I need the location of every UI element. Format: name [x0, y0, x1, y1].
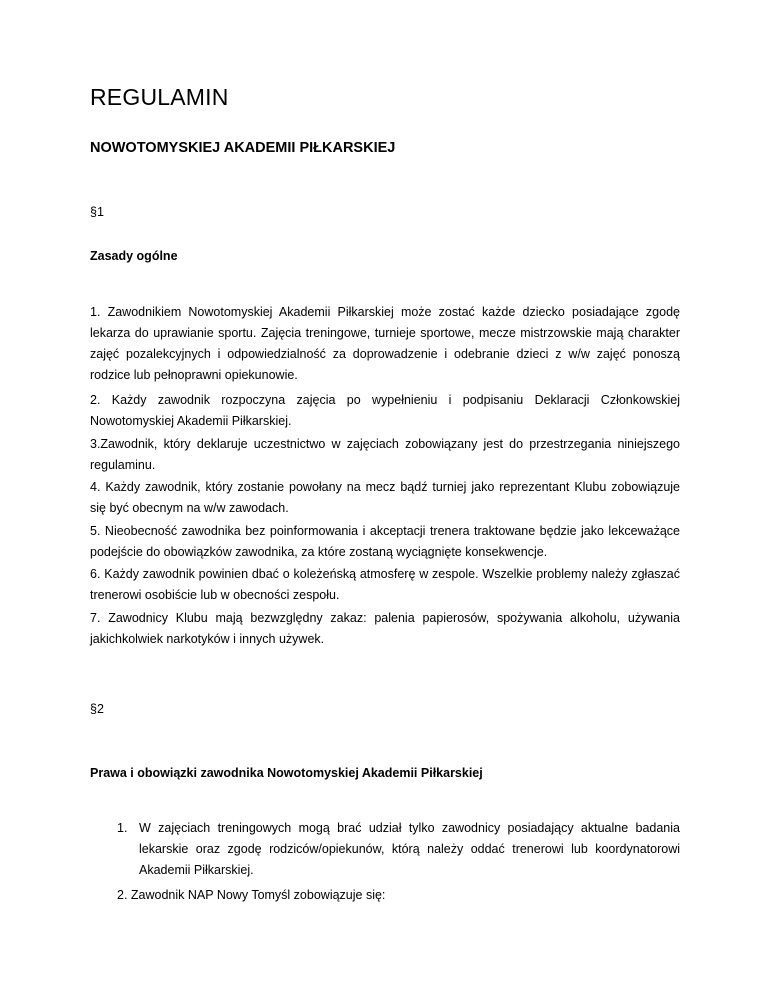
document-title: REGULAMIN: [90, 84, 229, 110]
list-item-text: W zajęciach treningowych mogą brać udział tylko zawodnicy posiadający aktualne badania lekarskie oraz zgodę rodziców/opiekunów, którą należy oddać trenerowi lub koordynatorowi Akademii Piłkarskiej.: [139, 821, 680, 877]
section-1-paragraph-5: 5. Nieobecność zawodnika bez poinformowania i akceptacji trenera traktowane będzie jako lekceważące podejście do obowiązków zawodnika, za które zostaną wyciągnięte konsekwencje.: [90, 524, 680, 559]
section-1-paragraph-3: 3.Zawodnik, który deklaruje uczestnictwo w zajęciach zobowiązany jest do przestrzegania niniejszego regulaminu.: [90, 437, 680, 472]
section-1-mark: §1: [90, 205, 104, 219]
section-1-paragraph-4: 4. Każdy zawodnik, który zostanie powołany na mecz bądź turniej jako reprezentant Klubu zobowiązuje się być obecnym na w/w zawodach.: [90, 480, 680, 515]
section-2-list-item-1: [117, 818, 680, 881]
section-1-paragraph-6: 6. Każdy zawodnik powinien dbać o koleżeńską atmosferę w zespole. Wszelkie problemy należy zgłaszać trenerowi osobiście lub w obecności zespołu.: [90, 567, 680, 602]
section-2-heading: Prawa i obowiązki zawodnika Nowotomyskiej Akademii Piłkarskiej: [90, 766, 483, 780]
list-item-number: 1.: [117, 821, 128, 835]
section-1-paragraph-7: 7. Zawodnicy Klubu mają bezwzględny zakaz: palenia papierosów, spożywania alkoholu, używania jakichkolwiek narkotyków i innych używek.: [90, 611, 680, 646]
section-1-heading: Zasady ogólne: [90, 249, 178, 263]
section-2-list-item-2: 2. Zawodnik NAP Nowy Tomyśl zobowiązuje się:: [117, 888, 386, 902]
section-1-paragraph-1: 1. Zawodnikiem Nowotomyskiej Akademii Piłkarskiej może zostać każde dziecko posiadające zgodę lekarza do uprawianie sportu. Zajęcia treningowe, turnieje sportowe, mecze mistrzowskie mają charakter zajęć pozalekcyjnych i odpowiedzialność za doprowadzenie i odebranie dzieci z w/w zajęć ponoszą rodzice lub pełnoprawni opiekunowie.: [90, 305, 680, 382]
section-2-mark: §2: [90, 702, 104, 716]
document-subtitle: NOWOTOMYSKIEJ AKADEMII PIŁKARSKIEJ: [90, 140, 396, 156]
section-1-paragraph-2: 2. Każdy zawodnik rozpoczyna zajęcia po wypełnieniu i podpisaniu Deklaracji Członkowskiej Nowotomyskiej Akademii Piłkarskiej.: [90, 393, 680, 428]
